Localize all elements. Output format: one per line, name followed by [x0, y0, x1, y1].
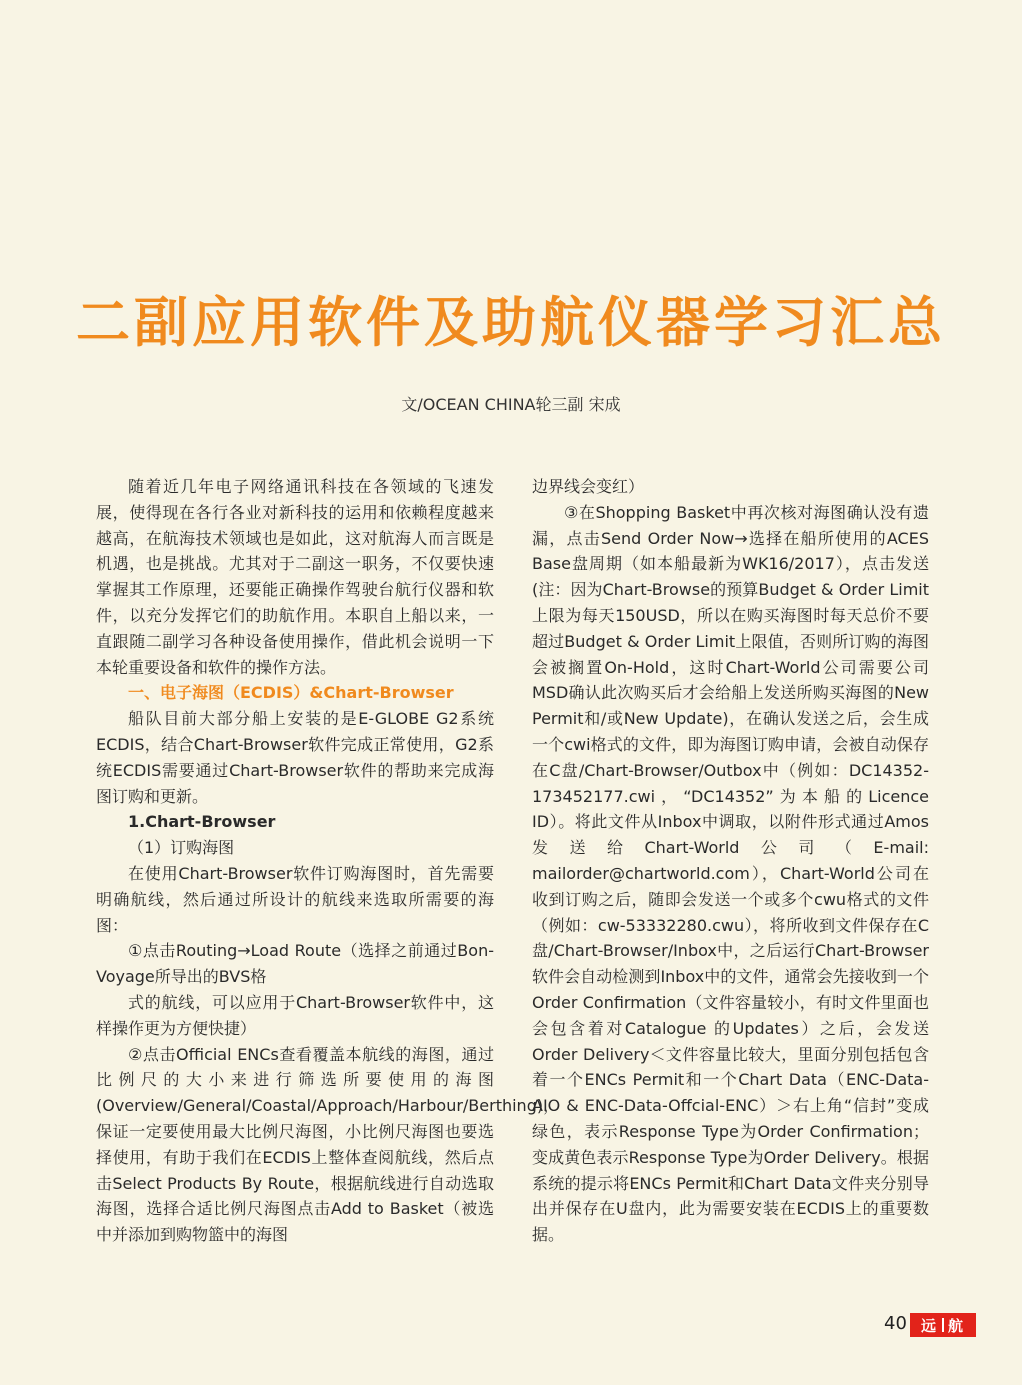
article-title: 二副应用软件及助航仪器学习汇总 — [76, 291, 946, 354]
subheading-order-charts: （1）订购海图 — [128, 838, 235, 858]
article-byline: 文/OCEAN CHINA轮三副 宋成 — [401, 395, 621, 414]
ecdis-intro-paragraph: 船队目前大部分船上安装的是E-GLOBE G2系统ECDIS，结合Chart-Browser软件完成正常使用，G2系统ECDIS需要通过Chart-Browser软件的帮助来完成海图订购和更新。 — [96, 709, 494, 806]
page-number: 40 — [884, 1313, 907, 1334]
continued-paragraph: 边界线会变红） — [532, 477, 645, 496]
subheading-chart-browser: 1.Chart-Browser — [128, 812, 276, 832]
magazine-logo — [910, 1313, 976, 1337]
logo-separator — [942, 1318, 944, 1332]
step2-paragraph: ②点击Official ENCs查看覆盖本航线的海图，通过比例尺的大小来进行筛选所要使用的海图(Overview/General/Coastal/Approach/Harbour/Berthing)，保证一定要使用最大比例尺海图，小比例尺海图也要选择使用，有助于我们在ECDIS上整体查阅航线，然后点击Select Products By Route，根据航线进行自动选取海图，选择合适比例尺海图点击Add to Basket（被选中并添加到购物篮中的海图 — [96, 1044, 560, 1245]
section-heading-ecdis: 一、电子海图（ECDIS）&Chart-Browser — [128, 683, 454, 703]
step3-paragraph: ③在Shopping Basket中再次核对海图确认没有遗漏，点击Send Order Now→选择在船所使用的ACES Base盘周期（如本船最新为WK16/2017），点击发送(注：因为Chart-Browse的预算Budget & Order Limit上限为每天150USD，所以在购买海图时每天总价不要超过Budget & Order Limit上限值，否则所订购的海图会被搁置On-Hold，这时Chart-World公司需要公司MSD确认此次购买后才会给船上发送所购买海图的New Permit和/或New Update)，在确认发送之后，会生成一个cwi格式的文件，即为海图订购申请，会被自动保存在C盘/Chart-Browser/Outbox中（例如：DC14352- 173452177.cwi，“DC14352”为本船的Licence ID）。将此文件从Inbox中调取，以附件形式通过Amos发送给Chart-World公司（E-mail: mailorder@chartworld.com），Chart-World公司在收到订购之后，随即会发送一个或多个cwu格式的文件（例如：cw-53332280.cwu），将所收到文件保存在C盘/Chart-Browser/Inbox中，之后运行Chart-Browser软件会自动检测到Inbox中的文件，通常会先接收到一个Order Confirmation（文件容量较小，有时文件里面也会包含着对Catalogue 的Updates）之后，会发送Order Delivery＜文件容量比较大，里面分别包括包含着一个ENCs Permit和一个Chart Data（ENC-Data-AIO & ENC-Data-Offcial-ENC）＞右上角“信封”变成绿色，表示Response Type为Order Confirmation；变成黄色表示Response Type为Order Delivery。根据系统的提示将ENCs Permit和Chart Data文件夹分别导出并保存在U盘内，此为需要安装在ECDIS上的重要数据。 — [532, 502, 929, 1245]
logo-char-1: 远 — [920, 1316, 938, 1335]
intro-paragraph: 随着近几年电子网络通讯科技在各领域的飞速发展，使得现在各行各业对新科技的运用和依赖程度越来越高，在航海技术领域也是如此，这对航海人而言既是机遇，也是挑战。尤其对于二副这一职务，不仅要快速掌握其工作原理，还要能正确操作驾驶台航行仪器和软件，以充分发挥它们的助航作用。本职自上船以来，一直跟随二副学习各种设备使用操作，借此机会说明一下本轮重要设备和软件的操作方法。 — [96, 477, 494, 677]
logo-char-2: 航 — [948, 1316, 966, 1335]
left-column — [96, 474, 560, 1248]
order-intro-paragraph: 在使用Chart-Browser软件订购海图时，首先需要明确航线，然后通过所设计的航线来选取所需要的海图： — [96, 863, 494, 935]
step1-paragraph-a: ①点击Routing→Load Route（选择之前通过Bon-Voyage所导出的BVS格 — [96, 941, 494, 987]
right-column — [532, 474, 929, 1248]
step1-paragraph-b: 式的航线，可以应用于Chart-Browser软件中，这样操作更为方便快捷） — [96, 992, 494, 1038]
